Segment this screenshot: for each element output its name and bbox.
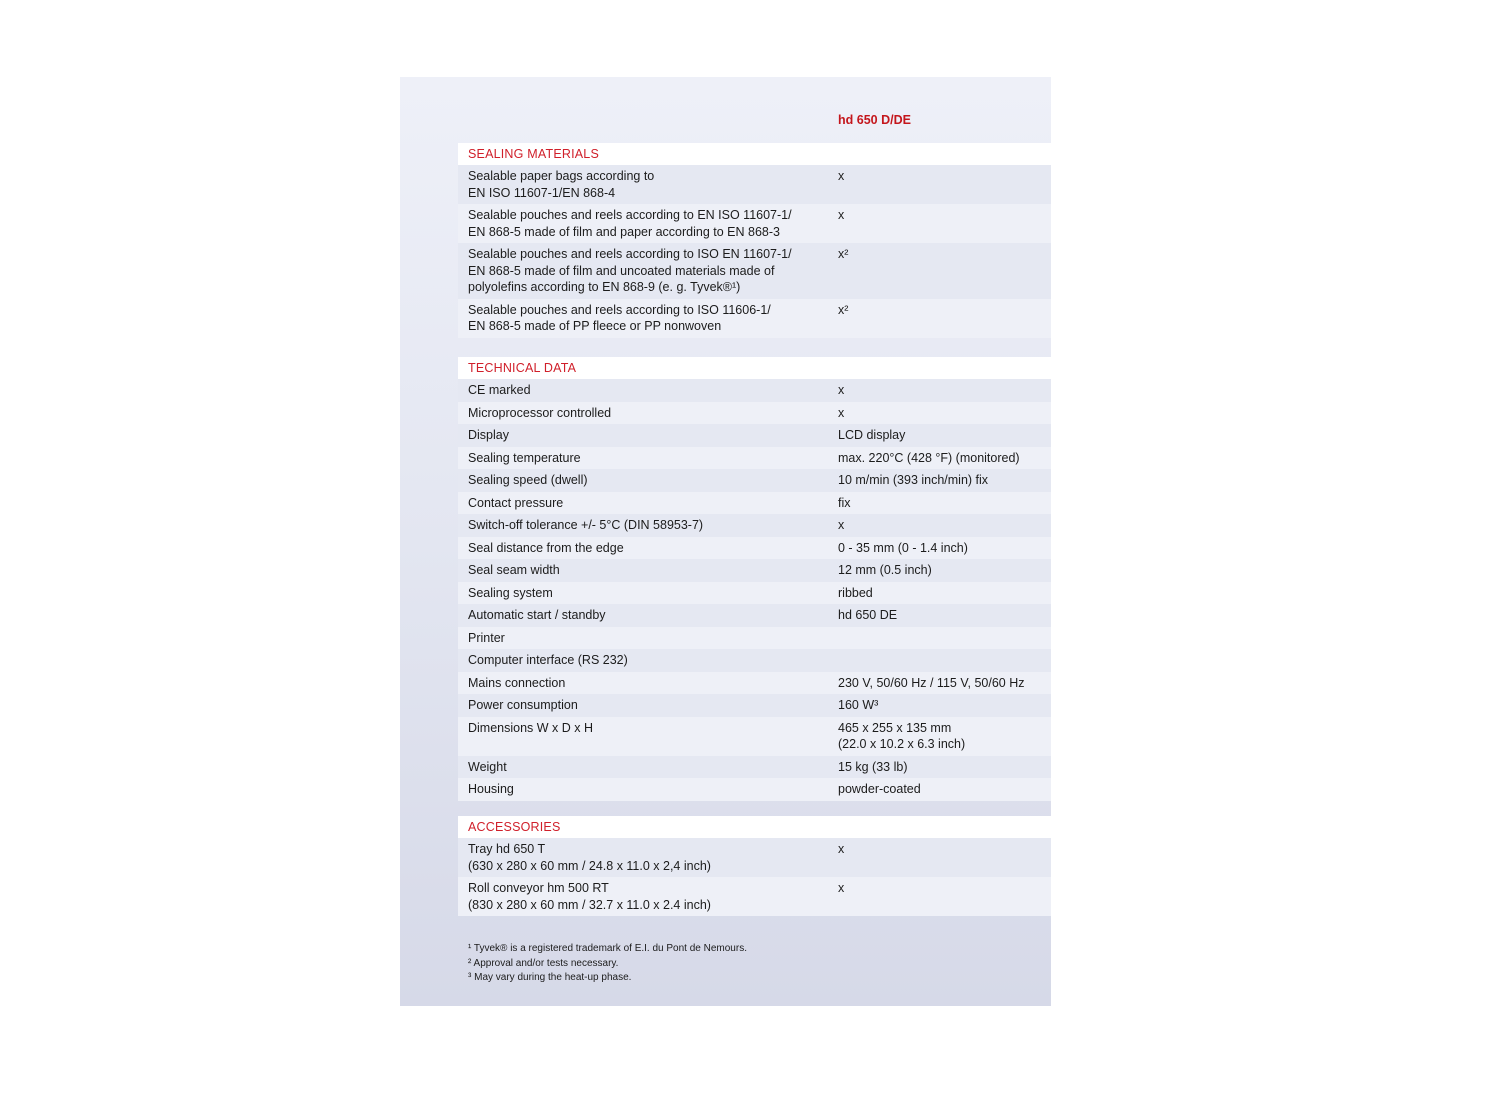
table-row [458,424,1051,447]
footnote-1: ¹ Tyvek® is a registered trademark of E.I. du Pont de Nemours. [468,943,747,954]
row-label: Seal distance from the edge [468,540,624,555]
table-row [458,559,1051,582]
table-row [458,447,1051,470]
row-value: 465 x 255 x 135 mm (22.0 x 10.2 x 6.3 inch) [838,720,966,751]
row-label: Tray hd 650 T (630 x 280 x 60 mm / 24.8 x 11.0 x 2,4 inch) [468,842,711,873]
section-technical-data [458,357,1051,801]
section-title-sealing: SEALING MATERIALS [458,143,1051,165]
row-value: x [838,383,845,397]
row-label: Sealing speed (dwell) [468,473,588,487]
row-value: 230 V, 50/60 Hz / 115 V, 50/60 Hz [838,675,1025,690]
row-label: Sealable pouches and reels according to ISO EN 11607-1/ EN 868-5 made of film and uncoated materials made of polyolefins according to EN 868-9 (e. g. Tyvek®¹) [468,247,792,294]
row-value: x² [838,302,849,317]
row-value: 0 - 35 mm (0 - 1.4 inch) [838,540,968,555]
row-label: Computer interface (RS 232) [468,653,628,667]
row-label: Sealing temperature [468,450,581,465]
row-label: Dimensions W x D x H [468,720,594,735]
row-label: Automatic start / standby [468,608,606,622]
table-row [458,402,1051,425]
row-label: CE marked [468,383,531,397]
row-label: Sealable pouches and reels according to ISO 11606-1/ EN 868-5 made of PP fleece or PP nonwoven [468,302,771,333]
row-value: x [838,169,845,183]
spec-sheet [400,77,1051,1006]
row-label: Housing [468,782,514,796]
row-label: Sealing system [468,585,553,600]
table-row [458,838,1051,877]
model-heading: hd 650 D/DE [838,113,911,127]
table-row [458,204,1051,243]
row-value: ribbed [838,585,873,600]
accessories-rows [458,838,1051,916]
row-value: x [838,842,845,856]
row-value: x [838,405,845,420]
row-label: Mains connection [468,675,566,690]
sealing-rows [458,165,1051,338]
table-row [458,627,1051,650]
table-row [458,778,1051,801]
table-row [458,469,1051,492]
row-label: Sealable paper bags according to EN ISO 11607-1/EN 868-4 [468,169,655,200]
row-label: Roll conveyor hm 500 RT (830 x 280 x 60 mm / 32.7 x 11.0 x 2.4 inch) [468,881,711,912]
table-row [458,604,1051,627]
table-row [458,672,1051,695]
row-label: Seal seam width [468,563,560,577]
table-row [458,717,1051,756]
table-row [458,877,1051,916]
table-row [458,299,1051,338]
row-value: x [838,881,845,895]
footnote-3: ³ May vary during the heat-up phase. [468,972,632,983]
row-value: 160 W³ [838,698,879,712]
section-accessories [458,816,1051,916]
table-row [458,165,1051,204]
row-value: 15 kg (33 lb) [838,759,908,774]
row-value: hd 650 DE [838,608,898,622]
table-row [458,379,1051,402]
row-value: x² [838,247,849,261]
table-row [458,243,1051,299]
section-title-accessories: ACCESSORIES [458,816,1051,838]
table-row [458,514,1051,537]
table-row [458,492,1051,515]
row-value [828,627,1051,650]
table-row [458,537,1051,560]
row-value [828,649,1051,672]
table-row [458,756,1051,779]
table-row [458,649,1051,672]
technical-rows [458,379,1051,801]
row-label: Printer [468,630,505,645]
section-sealing-materials [458,143,1051,338]
row-value: fix [838,495,851,510]
row-label: Power consumption [468,698,578,712]
row-value: x [838,518,845,532]
row-label: Switch-off tolerance +/- 5°C (DIN 58953-7) [468,518,704,532]
row-value: 10 m/min (393 inch/min) fix [838,473,989,487]
row-label: Weight [468,759,507,774]
table-row [458,694,1051,717]
row-value: powder-coated [838,782,921,796]
row-label: Sealable pouches and reels according to EN ISO 11607-1/ EN 868-5 made of film and paper according to EN 868-3 [468,208,792,239]
footnote-2: ² Approval and/or tests necessary. [468,957,619,969]
row-label: Microprocessor controlled [468,405,612,420]
table-row [458,582,1051,605]
section-title-technical: TECHNICAL DATA [458,357,1051,379]
row-value: max. 220°C (428 °F) (monitored) [838,450,1020,465]
row-value: x [838,208,845,222]
footnotes [468,942,747,986]
row-value: 12 mm (0.5 inch) [838,563,932,577]
row-label: Display [468,428,509,442]
row-label: Contact pressure [468,495,564,510]
row-value: LCD display [838,428,906,442]
